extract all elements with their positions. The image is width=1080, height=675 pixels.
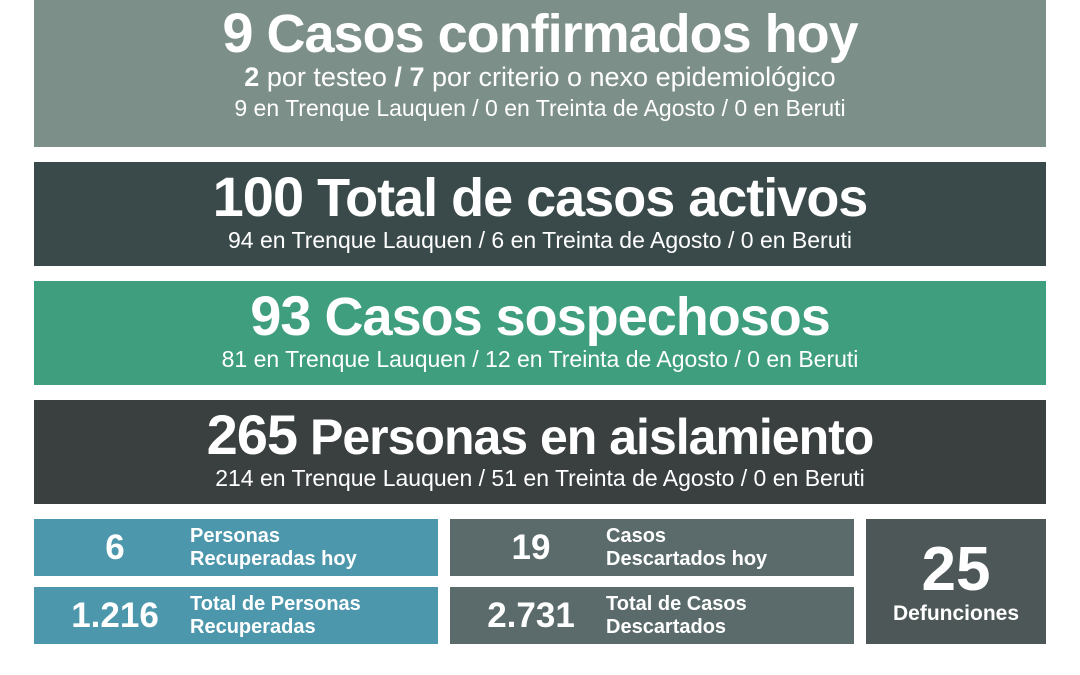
panel-isolate-title: Personas en aislamiento bbox=[309, 409, 874, 465]
panel-active-title: Total de casos activos bbox=[317, 168, 868, 228]
panel-today-sub-b-text: por criterio o nexo epidemiológico bbox=[424, 62, 836, 93]
stat-discarded-today bbox=[450, 519, 854, 576]
deaths-column bbox=[866, 519, 1046, 644]
stat-discarded-total-label-line1: Total de Casos bbox=[606, 593, 747, 616]
panel-today-sub-a-text: por testeo bbox=[259, 62, 395, 93]
discarded-column bbox=[450, 519, 854, 644]
panel-total-casos-activos bbox=[34, 162, 1046, 266]
stat-recovered-total-label bbox=[190, 593, 361, 638]
stat-recovered-total-label-line1: Total de Personas bbox=[190, 593, 361, 616]
stat-deaths bbox=[866, 519, 1046, 644]
panel-active-detail: 94 en Trenque Lauquen / 6 en Treinta de Agosto / 0 en Beruti bbox=[227, 227, 853, 254]
panel-today-sub-b-number: 7 bbox=[409, 62, 425, 93]
panel-casos-sospechosos bbox=[34, 281, 1046, 385]
panel-isolate-number: 265 bbox=[206, 403, 298, 466]
stat-recovered-today bbox=[34, 519, 438, 576]
panel-suspect-detail: 81 en Trenque Lauquen / 12 en Treinta de Agosto / 0 en Beruti bbox=[221, 346, 859, 373]
panel-today-sub-separator: / bbox=[394, 62, 410, 93]
panel-suspect-number: 93 bbox=[250, 284, 311, 347]
panel-today-headline bbox=[34, 1, 1046, 64]
panel-casos-confirmados-hoy bbox=[34, 0, 1046, 147]
stat-recovered-today-label-line1: Personas bbox=[190, 525, 281, 548]
stat-discarded-total-value: 2.731 bbox=[487, 596, 575, 635]
panel-isolate-detail: 214 en Trenque Lauquen / 51 en Treinta de Agosto / 0 en Beruti bbox=[215, 465, 865, 492]
stat-recovered-today-value: 6 bbox=[105, 528, 125, 567]
stat-discarded-total bbox=[450, 587, 854, 644]
stat-deaths-label: Defunciones bbox=[892, 601, 1020, 625]
panel-suspect-title: Casos sospechosos bbox=[324, 287, 830, 347]
panel-today-number: 9 bbox=[222, 1, 253, 64]
panel-isolate-headline bbox=[34, 403, 1046, 466]
stat-discarded-today-label-line1: Casos bbox=[606, 525, 667, 548]
panel-suspect-headline bbox=[34, 284, 1046, 347]
stat-recovered-total-label-line2: Recuperadas bbox=[190, 615, 316, 638]
stat-discarded-today-label-line2: Descartados hoy bbox=[606, 547, 768, 570]
panel-today-subline bbox=[34, 62, 1046, 94]
stat-discarded-today-label bbox=[606, 525, 767, 570]
stat-deaths-value: 25 bbox=[921, 535, 991, 605]
stat-discarded-total-label bbox=[606, 593, 747, 638]
panel-personas-en-aislamiento bbox=[34, 400, 1046, 504]
bottom-stats-row bbox=[34, 519, 1046, 644]
panel-active-headline bbox=[34, 165, 1046, 228]
panel-today-title: Casos confirmados hoy bbox=[266, 4, 858, 64]
recovered-column bbox=[34, 519, 438, 644]
stat-recovered-today-label-line2: Recuperadas hoy bbox=[190, 547, 357, 570]
stat-recovered-total-value: 1.216 bbox=[71, 596, 159, 635]
panel-active-number: 100 bbox=[212, 165, 304, 228]
panel-today-sub-a-number: 2 bbox=[244, 62, 260, 93]
stat-recovered-total bbox=[34, 587, 438, 644]
stat-recovered-today-label bbox=[190, 525, 357, 570]
panel-today-detail: 9 en Trenque Lauquen / 0 en Treinta de Agosto / 0 en Beruti bbox=[234, 95, 846, 122]
stat-discarded-total-label-line2: Descartados bbox=[606, 615, 727, 638]
stat-discarded-today-value: 19 bbox=[511, 528, 551, 567]
